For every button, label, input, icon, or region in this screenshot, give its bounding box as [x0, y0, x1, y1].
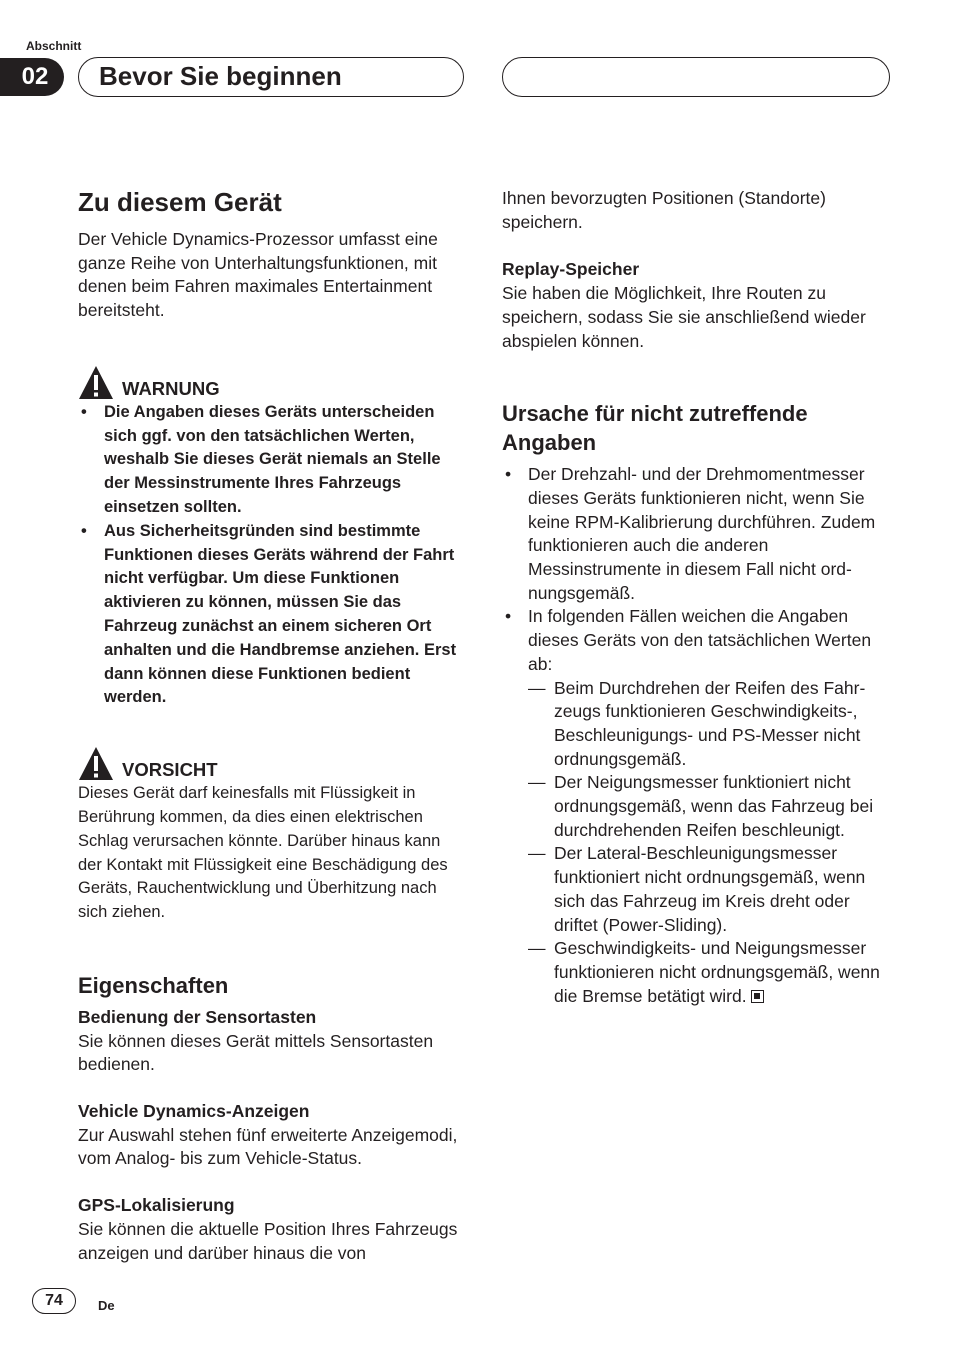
page-number: 74 [32, 1288, 76, 1314]
section-number: 02 [0, 58, 64, 96]
caution-header [78, 742, 466, 782]
intro-paragraph: Der Vehicle Dynamics-Prozessor umfasst eine ganze Reihe von Unterhaltungsfunktionen, mit denen beim Fahren maximales Entertainment bereitsteht. [78, 229, 438, 321]
warning-block [78, 361, 466, 710]
cause-item-text: In folgenden Fällen weichen die Angaben dieses Geräts von den tatsächlichen Werten ab: [528, 606, 872, 674]
feature-text: Zur Auswahl stehen fünf erweiterte Anzeigemodi, vom Analog- bis zum Vehicle-Status. [78, 1124, 458, 1169]
features-heading: Eigenschaften [78, 972, 229, 998]
caution-title: VORSICHT [122, 759, 218, 781]
caution-text: Dieses Gerät darf keinesfalls mit Flüssigkeit in Berührung kommen, da dies einen elektrischen Schlag verursachen könnte. Darüber hinaus kann der Kontakt mit Flüssigkeit eine Beschädigung des Geräts, Rauchentwicklung und Überhitzung nach sich ziehen. [78, 784, 448, 922]
feature-text: Sie können dieses Gerät mittels Sensortasten bedienen. [78, 1030, 434, 1075]
cause-subitem [528, 937, 890, 1008]
cause-sublist [528, 677, 890, 1009]
cause-subitem: — Beim Durchdrehen der Reifen des Fahrzeugs funktionieren Geschwindigkeits-, Beschleunigungs- und PS-Messer nicht ordnungsgemäß. [528, 677, 890, 772]
caution-icon [78, 746, 114, 782]
cause-subitem: — Der Neigungsmesser funktioniert nicht ordnungsgemäß, wenn das Fahrzeug bei durchdrehenden Reifen beschleunigt. [528, 771, 890, 842]
cause-subitem: — Der Lateral-Beschleunigungsmesser funktioniert nicht ordnungsgemäß, wenn sich das Fahrzeug im Kreis dreht oder driftet (Power-Sliding). [528, 842, 890, 937]
cause-item [502, 605, 890, 1008]
feature-text: Sie können die aktuelle Position Ihres Fahrzeugs anzeigen und darüber hinaus die von [78, 1218, 458, 1263]
chapter-title: Bevor Sie beginnen [78, 57, 464, 97]
section-label: Abschnitt [26, 39, 82, 53]
feature-title: Bedienung der Sensortasten [78, 1006, 317, 1027]
feature-title: GPS-Lokalisierung [78, 1195, 235, 1216]
replay-text: Sie haben die Möglichkeit, Ihre Routen zu speichern, sodass Sie sie anschließend wieder abspielen können. [502, 283, 866, 351]
gps-continued-text: Ihnen bevorzugten Positionen (Standorte) speichern. [502, 188, 826, 232]
left-column [78, 186, 466, 1265]
cause-item: • Der Drehzahl- und der Drehmomentmesser dieses Geräts funktionieren nicht, wenn Sie keine RPM-Kalibrierung durchführen. Zudem funktionieren auch die anderen Messinstrumente in diesem Fall nicht ordnungsgemäß. [502, 463, 890, 605]
caution-block [78, 742, 466, 925]
language-code: De [98, 1298, 115, 1313]
page-title: Zu diesem Gerät [78, 187, 282, 217]
header-empty-box [502, 57, 890, 97]
feature-title: Vehicle Dynamics-Anzeigen [78, 1101, 310, 1122]
right-column [502, 187, 890, 1008]
warning-header [78, 361, 466, 401]
warning-list [78, 401, 466, 710]
end-mark-icon [751, 990, 764, 1003]
warning-item: • Aus Sicherheitsgründen sind bestimmte Funktionen dieses Geräts während der Fahrt nicht verfügbar. Um diese Funktionen aktivieren zu können, müssen Sie das Fahrzeug zunächst an einem sicheren Ort anhalten und die Handbremse anziehen. Erst dann können diese Funktionen bedient werden. [78, 520, 466, 710]
cause-subitem-text: Geschwindigkeits- und Neigungsmesser funktionieren nicht ordnungsgemäß, wenn die Bremse betätigt wird. [554, 938, 880, 1006]
replay-title: Replay-Speicher [502, 259, 640, 280]
cause-heading: Ursache für nicht zutreffende Angaben [502, 401, 808, 456]
cause-list [502, 463, 890, 1008]
warning-icon [78, 365, 114, 401]
warning-title: WARNUNG [122, 377, 220, 399]
warning-item: • Die Angaben dieses Geräts unterscheiden sich ggf. von den tatsächlichen Werten, weshalb Sie dieses Gerät niemals an Stelle der Messinstrumente Ihres Fahrzeugs einsetzen sollten. [78, 401, 466, 520]
